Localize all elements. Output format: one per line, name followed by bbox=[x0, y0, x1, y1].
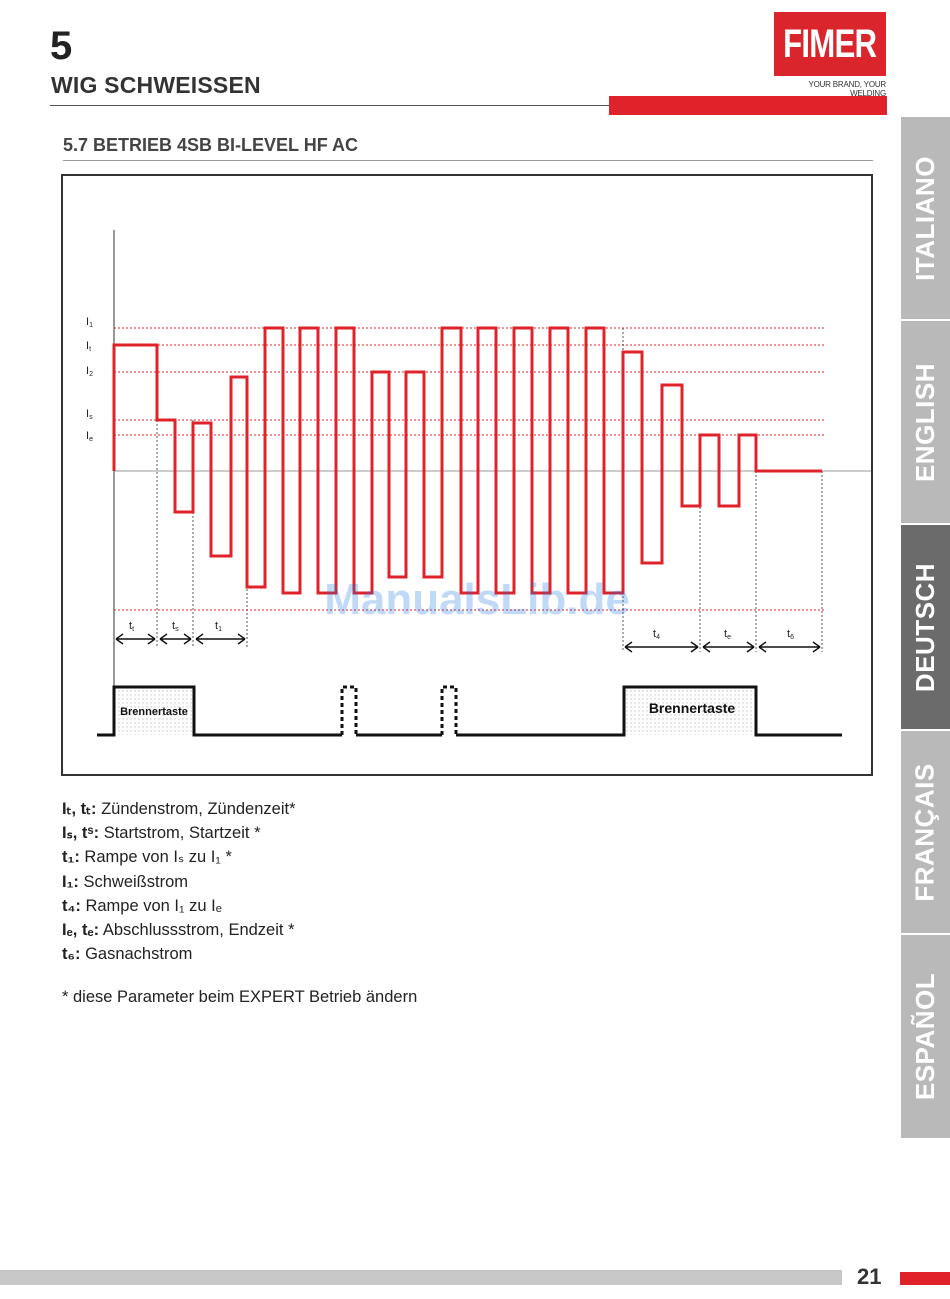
current-waveform bbox=[114, 328, 822, 593]
legend-item bbox=[62, 894, 296, 918]
fimer-logo bbox=[774, 12, 886, 76]
legend-text: Rampe von Iₛ zu I₁ * bbox=[79, 848, 232, 867]
legend-text: Abschlussstrom, Endzeit * bbox=[99, 921, 295, 940]
legend-term: t₄: bbox=[62, 896, 81, 915]
language-tabs bbox=[901, 117, 950, 1138]
footer-accent bbox=[900, 1272, 950, 1285]
trigger-dashed-pulse-1 bbox=[342, 687, 356, 735]
tab-espanol[interactable] bbox=[901, 935, 950, 1138]
logo-tagline: YOUR BRAND, YOUR WELDING bbox=[808, 80, 886, 98]
trigger-dashed-pulses bbox=[342, 687, 456, 735]
tab-label: ENGLISH bbox=[910, 362, 941, 482]
tab-italiano[interactable] bbox=[901, 117, 950, 319]
tab-label: FRANÇAIS bbox=[910, 762, 940, 902]
tab-francais[interactable] bbox=[901, 731, 950, 933]
watermark: ManualsLib.de bbox=[324, 575, 630, 624]
time-label-t6: t6 bbox=[787, 628, 794, 641]
header-divider bbox=[50, 105, 610, 106]
legend-term: Iₑ, tₑ: bbox=[62, 921, 100, 940]
y-label-i2: I2 bbox=[86, 365, 93, 378]
time-arrows bbox=[116, 634, 820, 652]
trigger-dashed-pulse-2 bbox=[442, 687, 456, 735]
logo-text: FIMER bbox=[783, 21, 877, 66]
arrow-te bbox=[703, 642, 754, 652]
tab-deutsch[interactable] bbox=[901, 525, 950, 729]
time-label-tt: tt bbox=[129, 620, 135, 633]
legend-text: Zündenstrom, Zündenzeit* bbox=[96, 800, 296, 818]
chapter-title: WIG SCHWEISSEN bbox=[51, 72, 261, 98]
expert-note: * diese Parameter beim EXPERT Betrieb ändern bbox=[62, 988, 418, 1006]
y-label-is: Is bbox=[86, 408, 93, 421]
y-label-i1: I1 bbox=[86, 316, 93, 329]
legend-text: Startstrom, Startzeit * bbox=[99, 824, 261, 843]
y-label-ie: Ie bbox=[86, 430, 93, 443]
legend-item bbox=[62, 821, 296, 845]
legend-item bbox=[62, 797, 296, 821]
legend-term: t₆: bbox=[62, 945, 81, 964]
time-label-ts: ts bbox=[172, 620, 179, 633]
legend-term: t₁: bbox=[62, 848, 80, 867]
arrow-ts bbox=[160, 634, 191, 644]
legend-item bbox=[62, 870, 296, 894]
tab-label: ESPAÑOL bbox=[910, 972, 941, 1101]
time-label-te: te bbox=[724, 628, 731, 641]
legend-text: Schweißstrom bbox=[78, 872, 189, 891]
time-label-t1: t1 bbox=[215, 620, 222, 633]
trigger-label-large: Brennertaste bbox=[648, 700, 736, 716]
y-labels bbox=[86, 316, 93, 443]
legend-term: Iₜ, tₜ: bbox=[62, 800, 97, 818]
legend bbox=[62, 797, 296, 966]
trigger-label-small: Brennertaste bbox=[120, 706, 188, 718]
section-divider bbox=[63, 160, 873, 161]
tab-english[interactable] bbox=[901, 321, 950, 523]
footer-bar bbox=[0, 1270, 842, 1285]
chapter-number: 5 bbox=[50, 24, 73, 68]
legend-item bbox=[62, 918, 296, 942]
tab-label: ITALIANO bbox=[910, 155, 940, 281]
arrow-t6 bbox=[759, 642, 820, 652]
tab-label: DEUTSCH bbox=[910, 562, 941, 692]
legend-text: Rampe von I₁ zu Iₑ bbox=[80, 896, 222, 915]
page-number: 21 bbox=[857, 1264, 882, 1289]
legend-term: Iₛ, tˢ: bbox=[62, 824, 100, 843]
legend-item bbox=[62, 942, 296, 966]
legend-text: Gasnachstrom bbox=[80, 945, 193, 964]
waveform-svg bbox=[63, 176, 871, 774]
section-title: 5.7 BETRIEB 4SB BI-LEVEL HF AC bbox=[63, 135, 359, 155]
legend-term: I₁: bbox=[62, 872, 79, 891]
arrow-t4 bbox=[625, 642, 698, 652]
y-label-it: It bbox=[86, 340, 92, 353]
waveform-diagram bbox=[61, 174, 873, 776]
legend-item bbox=[62, 845, 296, 869]
header-accent-bar bbox=[609, 96, 887, 115]
arrow-t1 bbox=[196, 634, 245, 644]
time-label-t4: t4 bbox=[653, 628, 660, 641]
arrow-tt bbox=[116, 634, 155, 644]
